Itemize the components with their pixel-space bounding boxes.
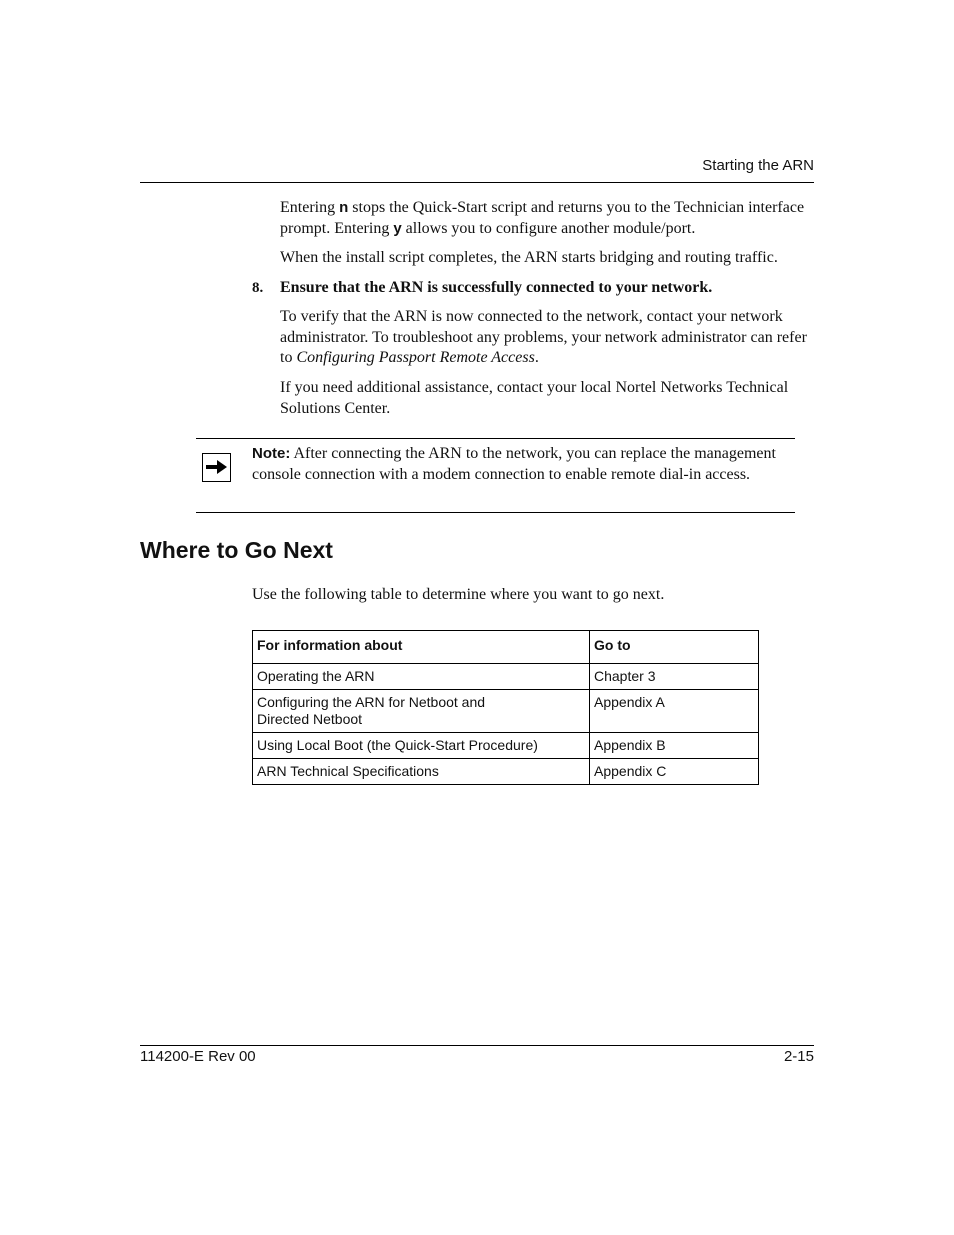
paragraph-install-complete: When the install script completes, the ARN starts bridging and routing traffic. xyxy=(280,249,778,266)
note-top-rule xyxy=(196,438,795,439)
paragraph-assistance: If you need additional assistance, contact your local Nortel Networks Technical Solutions Center. xyxy=(280,379,789,417)
key-n: n xyxy=(339,199,349,216)
p1-text-2: stops the Quick-Start script and returns you to the Technician interface prompt. Entering xyxy=(280,199,805,237)
table-cell: Configuring the ARN for Netboot and Directed Netboot xyxy=(253,690,590,733)
table-row xyxy=(253,664,759,690)
key-y: y xyxy=(393,219,402,237)
note-bottom-rule xyxy=(196,512,795,513)
section-heading: Where to Go Next xyxy=(140,537,333,563)
table-cell: Appendix B xyxy=(590,733,759,759)
table-cell: Appendix A xyxy=(590,690,759,733)
table-header-row xyxy=(253,631,759,664)
note-label: Note: xyxy=(252,445,291,462)
footer-doc-id: 114200-E Rev 00 xyxy=(140,1048,256,1065)
p3-text-1: To verify that the ARN is now connected to the network, contact your network administrator. To troubleshoot any problems, your network administrator can refer to xyxy=(280,308,807,366)
header-rule xyxy=(140,182,814,183)
table-cell: Operating the ARN xyxy=(253,664,590,690)
arrow-right-icon xyxy=(202,453,231,482)
section-intro: Use the following table to determine where you want to go next. xyxy=(252,586,665,603)
note-body: After connecting the ARN to the network, you can replace the management console connection with a modem connection to enable remote dial-in access. xyxy=(252,445,776,483)
table-row xyxy=(253,690,759,733)
table-cell: Using Local Boot (the Quick-Start Procedure) xyxy=(253,733,590,759)
running-header: Starting the ARN xyxy=(702,157,814,174)
p1-text-1: Entering xyxy=(280,199,340,216)
table-cell: ARN Technical Specifications xyxy=(253,759,590,785)
table-header-cell: Go to xyxy=(590,631,759,664)
paragraph-verify xyxy=(280,307,820,369)
book-reference: Configuring Passport Remote Access xyxy=(296,349,535,366)
table-cell: Chapter 3 xyxy=(590,664,759,690)
footer-rule xyxy=(140,1045,814,1046)
paragraph-entering-keys xyxy=(280,198,820,239)
step-heading: Ensure that the ARN is successfully connected to your network. xyxy=(280,279,713,296)
p1-text-3: allows you to configure another module/port. xyxy=(401,219,696,237)
table-row xyxy=(253,759,759,785)
navigation-table xyxy=(252,630,759,785)
p3-text-2: . xyxy=(534,349,539,366)
note-text xyxy=(252,444,792,485)
table-header-cell: For information about xyxy=(253,631,590,664)
step-number: 8. xyxy=(252,280,264,296)
page-number: 2-15 xyxy=(783,1048,814,1065)
table-row xyxy=(253,733,759,759)
table-cell: Appendix C xyxy=(590,759,759,785)
